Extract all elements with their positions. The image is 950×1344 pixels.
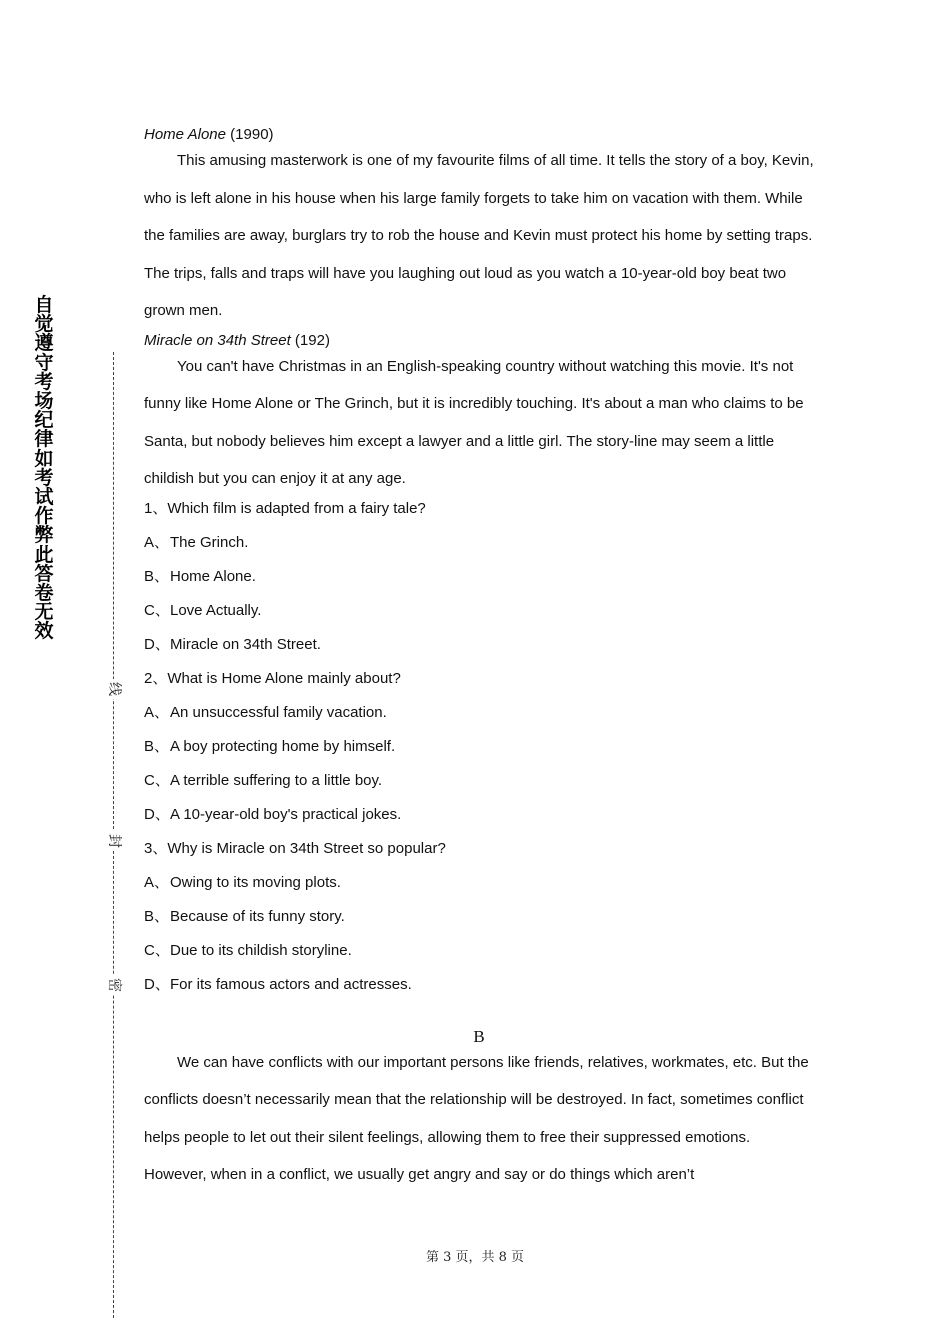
- binding-seal-label: 封: [103, 831, 125, 851]
- option-text: The Grinch.: [170, 533, 249, 551]
- page-content: [144, 124, 814, 1194]
- section-b-passage: We can have conflicts with our important persons like friends, relatives, workmates, etc. But the conflicts doesn’t necessarily mean that the relationship will be destroyed. In fact, sometimes conflict helps people to let out their silent feelings, allowing them to free their suppressed emotions. However, when in a conflict, we usually get angry and say or do things which aren’t: [144, 1053, 809, 1183]
- question-1-stem: 1、Which film is adapted from a fairy tale?: [144, 499, 426, 517]
- option-text: Love Actually.: [170, 601, 262, 619]
- exam-rules-notice: 自觉遵守考场纪律如考试作弊此答卷无效: [34, 294, 54, 643]
- film-review-home-alone: This amusing masterwork is one of my favourite films of all time. It tells the story of a boy, Kevin, who is left alone in his house when his large family forgets to take him on vacation with them. While the families are away, burglars try to rob the house and Kevin must protect his home by setting traps. The trips, falls and traps will have you laughing out loud as you watch a 10-year-old boy beat two grown men.: [144, 152, 814, 319]
- question-2-option-d: [144, 804, 814, 838]
- question-3-option-b: [144, 906, 814, 940]
- question-1-option-a: [144, 532, 814, 566]
- option-letter: D、: [144, 975, 170, 993]
- question-1-option-b: [144, 566, 814, 600]
- option-text: An unsuccessful family vacation.: [170, 703, 387, 721]
- option-letter: B、: [144, 737, 170, 755]
- option-text: A terrible suffering to a little boy.: [170, 771, 383, 789]
- binding-line-label: 线: [103, 679, 125, 699]
- option-text: Due to its childish storyline.: [170, 941, 352, 959]
- question-2-option-a: [144, 702, 814, 736]
- option-letter: D、: [144, 635, 170, 653]
- option-text: A 10-year-old boy's practical jokes.: [170, 805, 402, 823]
- question-3-option-a: [144, 872, 814, 906]
- option-text: Miracle on 34th Street.: [170, 635, 321, 653]
- section-b-heading: B: [473, 1026, 485, 1046]
- option-letter: C、: [144, 941, 170, 959]
- option-letter: C、: [144, 771, 170, 789]
- question-3-option-d: [144, 974, 814, 1008]
- option-text: Because of its funny story.: [170, 907, 345, 925]
- option-text: For its famous actors and actresses.: [170, 975, 412, 993]
- option-letter: A、: [144, 533, 170, 551]
- film-year: (1990): [226, 126, 274, 143]
- question-1-option-c: [144, 600, 814, 634]
- film-name: Home Alone: [144, 126, 226, 143]
- option-text: Owing to its moving plots.: [170, 873, 341, 891]
- option-letter: B、: [144, 567, 170, 585]
- option-text: A boy protecting home by himself.: [170, 737, 396, 755]
- film-name: Miracle on 34th Street: [144, 331, 291, 349]
- question-3-stem: 3、Why is Miracle on 34th Street so popular?: [144, 839, 446, 857]
- question-2-stem: 2、What is Home Alone mainly about?: [144, 669, 401, 687]
- option-letter: B、: [144, 907, 170, 925]
- option-text: Home Alone.: [170, 567, 256, 585]
- question-3-option-c: [144, 940, 814, 974]
- option-letter: C、: [144, 601, 170, 619]
- binding-close-label: 密: [103, 975, 125, 995]
- question-2-option-b: [144, 736, 814, 770]
- option-letter: D、: [144, 805, 170, 823]
- question-1-option-d: [144, 634, 814, 668]
- question-2-option-c: [144, 770, 814, 804]
- option-letter: A、: [144, 873, 170, 891]
- page-number-footer: 第 3 页，共 8 页: [425, 1250, 525, 1265]
- film-year: (192): [290, 331, 330, 349]
- option-letter: A、: [144, 703, 170, 721]
- film-review-miracle: You can't have Christmas in an English-speaking country without watching this movie. It's not funny like Home Alone or The Grinch, but it is incredibly touching. It's about a man who claims to be Santa, but nobody believes him except a lawyer and a little girl. The story-line may seem a little childish but you can enjoy it at any age.: [144, 357, 804, 487]
